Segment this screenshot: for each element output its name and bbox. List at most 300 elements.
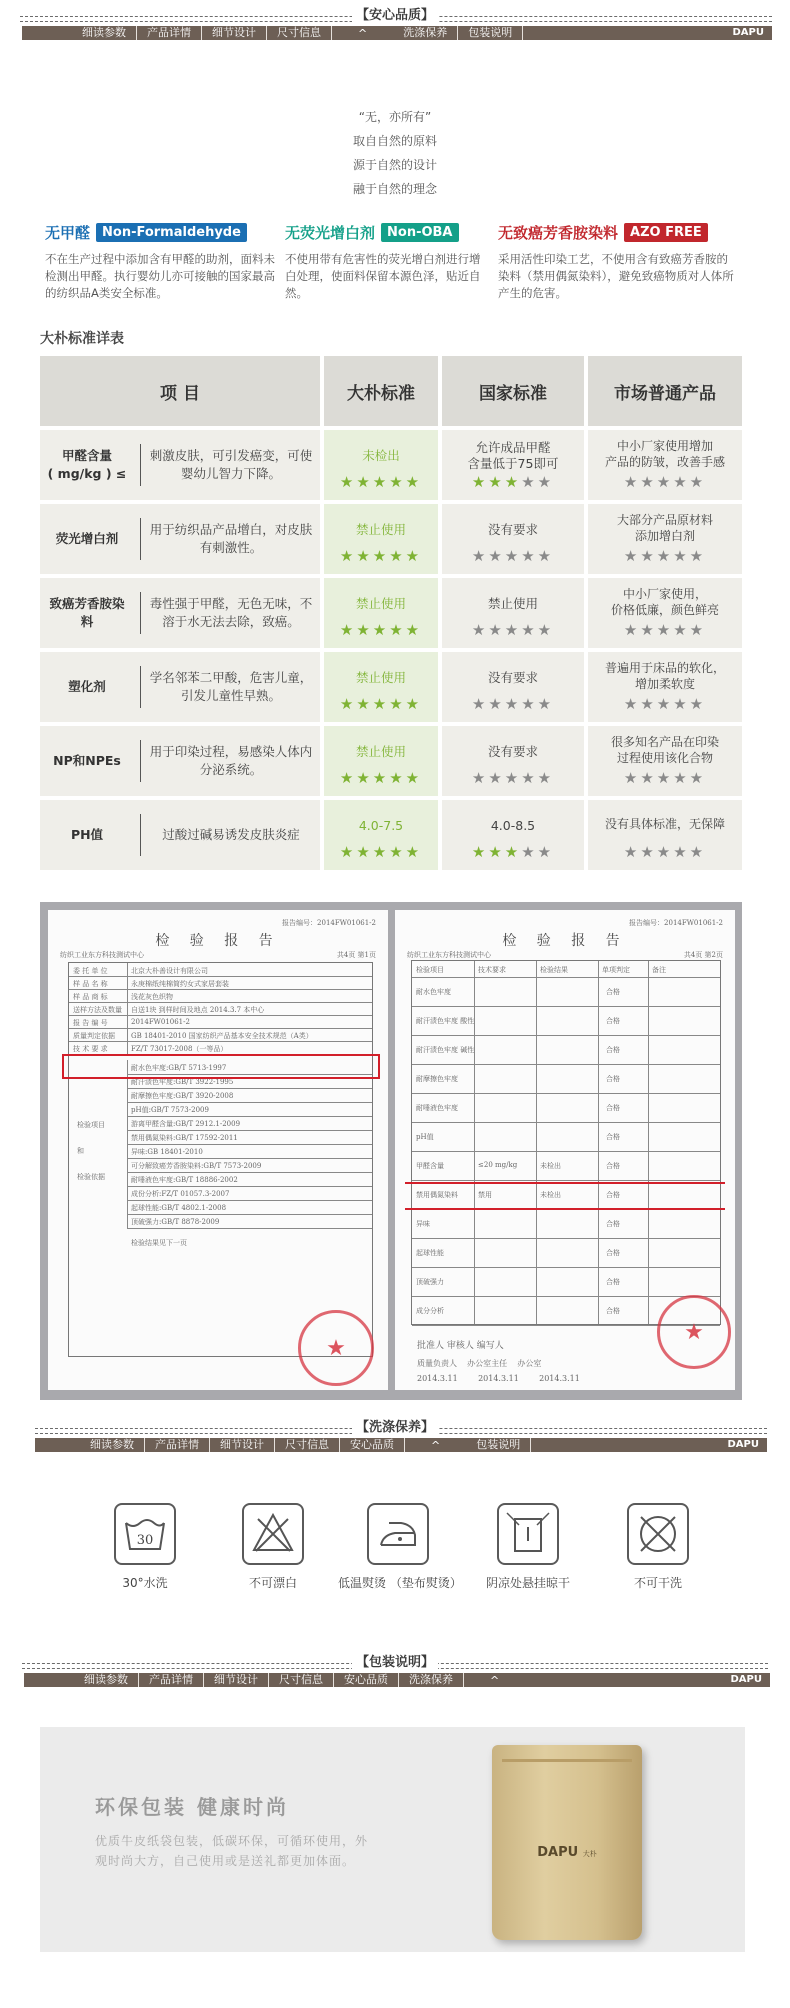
star-empty-icon: ★	[623, 843, 641, 861]
table-header-national: 国家标准	[442, 356, 584, 426]
report-side-label: 和	[77, 1147, 84, 1155]
report-grid-line	[127, 1102, 372, 1103]
official-seal-icon: ★	[298, 1310, 374, 1386]
star-empty-icon: ★	[521, 473, 538, 491]
star-filled-icon: ★	[372, 473, 390, 491]
star-empty-icon: ★	[640, 473, 657, 491]
report-field-value: 浅花灰色织物	[131, 993, 173, 1001]
rating-stars	[324, 844, 438, 860]
report-grid-line	[127, 1200, 372, 1201]
star-filled-icon: ★	[356, 621, 373, 639]
star-empty-icon: ★	[673, 621, 690, 639]
row-desc: 用于纺织品产品增白，对皮肤有刺激性。	[149, 522, 313, 555]
rating-stars	[324, 548, 438, 564]
section-nav	[35, 1438, 767, 1452]
feature-title: 无荧光增白剂	[285, 224, 376, 242]
table-row-dapu	[324, 430, 438, 500]
nav-item-params[interactable]: 细读参数	[72, 26, 137, 40]
rating-stars	[588, 622, 742, 638]
no-dryclean-icon	[627, 1503, 689, 1565]
table-row-market	[588, 800, 742, 870]
feature-badge: Non-Formaldehyde	[96, 223, 247, 242]
row-desc: 毒性强于甲醛，无色无味，不溶于水无法去除，致癌。	[149, 596, 313, 629]
nav-item-design[interactable]: 细节设计	[202, 26, 267, 40]
star-filled-icon: ★	[372, 547, 390, 565]
feature-desc: 不在生产过程中添加含有甲醛的助剂，面料未检测出甲醛。执行婴幼儿亦可接触的国家最高的纺织品A类安全标准。	[45, 252, 275, 300]
feature-non-oba	[285, 222, 485, 302]
table-row-item	[40, 652, 320, 722]
report-field-label: 委 托 单 位	[73, 967, 108, 975]
report-grid-line	[69, 1015, 372, 1016]
rating-stars	[588, 548, 742, 564]
star-filled-icon: ★	[356, 843, 373, 861]
nav-item-wash[interactable]: 洗涤保养	[399, 1673, 464, 1687]
care-label: 30°水洗	[122, 1576, 168, 1590]
report-row-result: 合格	[606, 1133, 620, 1141]
official-seal-icon: ★	[657, 1295, 731, 1369]
feature-desc: 不使用带有危害性的荧光增白剂进行增白处理，使面料保留本源色泽，贴近自然。	[285, 252, 481, 300]
table-row-item	[40, 430, 320, 500]
care-no-dryclean	[598, 1503, 718, 1592]
report-row-label: 成分分析	[416, 1307, 444, 1315]
star-empty-icon: ★	[488, 695, 505, 713]
report-side-label: 检验项目	[77, 1121, 105, 1129]
report-standard: 成份分析:FZ/T 01057.3-2007	[131, 1190, 230, 1198]
report-number: 报告编号：2014FW01061-2	[282, 919, 376, 927]
highlight-quality-basis	[62, 1054, 380, 1079]
feature-desc: 采用活性印染工艺，不使用含有致癌芳香胺的染料（禁用偶氮染料），避免致癌物质对人体所产生的危害。	[498, 252, 734, 300]
nav-item-safety[interactable]: 安心品质	[334, 1673, 399, 1687]
report-row-result: 合格	[606, 1191, 620, 1199]
report-row-label: 耐汗渍色牢度 碱性	[416, 1046, 475, 1054]
report-standard: 耐汗渍色牢度:GB/T 3922-1995	[131, 1078, 234, 1086]
report-row-label: 耐水色牢度	[416, 988, 451, 996]
care-label: 低温熨烫 （垫布熨烫）	[338, 1576, 462, 1590]
table-row-market	[588, 726, 742, 796]
report-field-label: 样 品 名 称	[73, 980, 108, 988]
star-filled-icon: ★	[488, 473, 505, 491]
star-empty-icon: ★	[640, 621, 657, 639]
table-row-market	[588, 504, 742, 574]
star-empty-icon: ★	[504, 621, 522, 639]
table-row-market	[588, 430, 742, 500]
report-field-value: 2014FW01061-2	[131, 1018, 190, 1026]
row-name: 致癌芳香胺染料	[49, 596, 125, 629]
package-title: 环保包装 健康时尚	[95, 1795, 289, 1819]
star-empty-icon: ★	[673, 547, 690, 565]
row-name: NP和NPEs	[53, 753, 121, 768]
table-header-dapu: 大朴标准	[324, 356, 438, 426]
star-filled-icon: ★	[389, 473, 406, 491]
report-grid-line	[69, 1002, 372, 1003]
table-row-national	[442, 578, 584, 648]
report-grid-line	[127, 1228, 372, 1229]
star-empty-icon: ★	[521, 547, 538, 565]
report-row-result: 合格	[606, 1307, 620, 1315]
report-grid-line	[127, 1116, 372, 1117]
chevron-up-icon[interactable]: ^	[358, 26, 368, 40]
star-empty-icon: ★	[537, 769, 555, 787]
report-grid-line	[127, 1214, 372, 1215]
dapu-value: 禁止使用	[355, 596, 406, 611]
highlight-line-top	[405, 1182, 725, 1184]
table-header-item: 项 目	[40, 356, 320, 426]
star-empty-icon: ★	[656, 695, 674, 713]
intro-line-1: 取自自然的原料	[352, 134, 437, 148]
report-standard: 游离甲醛含量:GB/T 2912.1-2009	[131, 1120, 241, 1128]
table-row-item	[40, 726, 320, 796]
star-filled-icon: ★	[488, 843, 505, 861]
table-row-dapu	[324, 800, 438, 870]
chevron-up-icon[interactable]: ^	[490, 1673, 500, 1687]
report-row-result: 合格	[606, 1075, 620, 1083]
rating-stars	[324, 622, 438, 638]
table-title: 大朴标准详表	[40, 331, 124, 347]
star-filled-icon: ★	[504, 473, 522, 491]
table-row-market	[588, 578, 742, 648]
package-banner	[40, 1727, 745, 1952]
nav-item-wash[interactable]: 洗涤保养	[393, 26, 458, 40]
star-filled-icon: ★	[389, 843, 406, 861]
market-value: 很多知名产品在印染 过程使用该化合物	[610, 735, 719, 765]
table-row-national	[442, 726, 584, 796]
table-row-national	[442, 430, 584, 500]
report-side-label: 检验依据	[77, 1173, 105, 1181]
star-empty-icon: ★	[488, 769, 505, 787]
report-field-value: 永庚棉纸纯棉简约女式家居套装	[131, 980, 229, 988]
market-value: 大部分产品原材料 添加增白剂	[616, 513, 713, 543]
iron-icon	[367, 1503, 429, 1565]
dapu-value: 禁止使用	[355, 744, 406, 759]
svg-text:30: 30	[136, 1533, 154, 1548]
report-grid-line	[127, 1172, 372, 1173]
star-filled-icon: ★	[339, 621, 357, 639]
feature-badge: AZO FREE	[624, 223, 708, 242]
report-grid-line	[412, 1064, 720, 1065]
report-grid-line	[412, 1296, 720, 1297]
star-empty-icon: ★	[537, 547, 555, 565]
rating-stars	[442, 844, 584, 860]
report-org: 纺织工业东方科技测试中心	[60, 951, 144, 959]
brand-logo: DAPU	[727, 1439, 759, 1450]
nav-item-details[interactable]: 产品详情	[145, 1438, 210, 1452]
star-empty-icon: ★	[623, 621, 641, 639]
star-filled-icon: ★	[372, 621, 390, 639]
report-signers: 批准人 审核人 编写人	[417, 1341, 504, 1351]
star-filled-icon: ★	[389, 621, 406, 639]
dapu-value: 未检出	[362, 448, 400, 463]
report-info-grid	[68, 962, 373, 1357]
table-row-dapu	[324, 578, 438, 648]
rating-stars	[588, 696, 742, 712]
report-grid-line	[648, 961, 649, 1324]
star-empty-icon: ★	[471, 695, 489, 713]
no-bleach-icon	[242, 1503, 304, 1565]
line-dry-shade-icon	[497, 1503, 559, 1565]
star-filled-icon: ★	[339, 473, 357, 491]
brand-logo: DAPU	[730, 1674, 762, 1685]
row-divider	[140, 592, 141, 634]
report-row-label: 禁用偶氮染料	[416, 1191, 458, 1199]
star-empty-icon: ★	[521, 769, 538, 787]
report-col-header: 技术要求	[478, 966, 506, 974]
star-empty-icon: ★	[471, 769, 489, 787]
report-grid-line	[69, 1028, 372, 1029]
section-header-package	[0, 1655, 790, 1691]
bag-logo: DAPU 大朴	[537, 1845, 597, 1860]
star-empty-icon: ★	[521, 621, 538, 639]
report-grid-line	[127, 1144, 372, 1145]
star-empty-icon: ★	[537, 621, 555, 639]
row-name: 塑化剂	[68, 679, 106, 694]
report-grid-line	[412, 1151, 720, 1152]
report-row-label: pH值	[416, 1133, 434, 1141]
report-col-header: 检验结果	[540, 966, 568, 974]
intro-line-3: 融于自然的理念	[352, 182, 437, 196]
star-empty-icon: ★	[623, 769, 641, 787]
report-standard: pH值:GB/T 7573-2009	[131, 1106, 209, 1114]
report-field-value: 自送1块 到样时间及地点 2014.3.7 本中心	[131, 1006, 265, 1014]
report-row-result: 合格	[606, 1017, 620, 1025]
star-empty-icon: ★	[623, 695, 641, 713]
report-standard: 起球性能:GB/T 4802.1-2008	[131, 1204, 227, 1212]
report-standard: 耐水色牢度:GB/T 5713-1997	[131, 1064, 227, 1072]
nav-item-size[interactable]: 尺寸信息	[269, 1673, 334, 1687]
report-grid-line	[412, 1035, 720, 1036]
row-desc: 刺激皮肤，可引发癌变，可使婴幼儿智力下降。	[149, 448, 313, 481]
star-empty-icon: ★	[689, 769, 707, 787]
dapu-value: 禁止使用	[355, 670, 406, 685]
care-no-bleach	[213, 1503, 333, 1592]
report-row-result: 合格	[606, 1046, 620, 1054]
row-divider	[140, 444, 141, 486]
report-formaldehyde-result: 未检出	[540, 1162, 561, 1170]
table-row-dapu	[324, 652, 438, 722]
star-filled-icon: ★	[356, 769, 373, 787]
nav-item-size[interactable]: 尺寸信息	[275, 1438, 340, 1452]
report-page-2	[395, 910, 735, 1390]
nav-item-design[interactable]: 细节设计	[210, 1438, 275, 1452]
section-title: 【洗涤保养】	[352, 1420, 438, 1435]
rating-stars	[588, 474, 742, 490]
care-line-dry-shade	[468, 1503, 588, 1592]
star-empty-icon: ★	[504, 769, 522, 787]
star-empty-icon: ★	[471, 621, 489, 639]
report-grid-line	[127, 1060, 128, 1228]
star-filled-icon: ★	[339, 695, 357, 713]
report-page: 共4页 第2页	[683, 951, 723, 959]
report-grid-line	[127, 1186, 372, 1187]
table-row-dapu	[324, 726, 438, 796]
nav-item-safety[interactable]: 安心品质	[340, 1438, 405, 1452]
row-desc: 用于印染过程，易感染人体内分泌系统。	[149, 744, 313, 777]
nav-item-package[interactable]: 包装说明	[466, 1438, 531, 1452]
table-header-market: 市场普通产品	[588, 356, 742, 426]
nav-item-size[interactable]: 尺寸信息	[267, 26, 332, 40]
report-field-value: 北京大朴善设计有限公司	[131, 967, 208, 975]
national-value: 允许成品甲醛 含量低于75即可	[467, 440, 559, 471]
star-empty-icon: ★	[504, 547, 522, 565]
star-filled-icon: ★	[471, 843, 489, 861]
report-standard: 禁用偶氮染料:GB/T 17592-2011	[131, 1134, 238, 1142]
standards-table	[40, 356, 742, 872]
star-empty-icon: ★	[673, 843, 690, 861]
star-empty-icon: ★	[488, 621, 505, 639]
national-value: 4.0-8.5	[490, 818, 536, 833]
row-divider	[140, 740, 141, 782]
report-grid-line	[69, 976, 372, 977]
report-standard: 耐摩擦色牢度:GB/T 3920-2008	[131, 1092, 234, 1100]
chevron-up-icon[interactable]: ^	[431, 1438, 441, 1452]
report-field-label: 技 术 要 求	[73, 1045, 108, 1053]
market-value: 中小厂家使用增加 产品的防皱，改善手感	[604, 439, 725, 469]
table-row-market	[588, 652, 742, 722]
star-filled-icon: ★	[372, 695, 390, 713]
nav-item-design[interactable]: 细节设计	[204, 1673, 269, 1687]
report-row-label: 甲醛含量	[416, 1162, 444, 1170]
star-empty-icon: ★	[656, 621, 674, 639]
report-azo-result: 未检出	[540, 1191, 561, 1199]
nav-item-params[interactable]: 细读参数	[74, 1673, 139, 1687]
star-empty-icon: ★	[656, 769, 674, 787]
report-grid-line	[127, 1158, 372, 1159]
intro-line-2: 源于自然的设计	[352, 158, 437, 172]
table-row-item	[40, 578, 320, 648]
star-filled-icon: ★	[356, 695, 373, 713]
report-grid-line	[412, 1006, 720, 1007]
star-empty-icon: ★	[673, 769, 690, 787]
star-empty-icon: ★	[689, 473, 707, 491]
highlight-line-bottom	[405, 1208, 725, 1210]
table-row-item	[40, 800, 320, 870]
wash-30-icon	[114, 1503, 176, 1565]
report-row-result: 合格	[606, 1278, 620, 1286]
care-wash-30	[85, 1503, 205, 1592]
brand-logo: DAPU	[732, 27, 764, 38]
star-empty-icon: ★	[537, 695, 555, 713]
care-label: 不可干洗	[633, 1576, 682, 1590]
rating-stars	[442, 548, 584, 564]
star-filled-icon: ★	[372, 769, 390, 787]
star-empty-icon: ★	[689, 547, 707, 565]
report-grid-line	[412, 1267, 720, 1268]
star-filled-icon: ★	[339, 769, 357, 787]
star-filled-icon: ★	[389, 769, 406, 787]
report-grid-line	[412, 977, 720, 978]
star-empty-icon: ★	[623, 473, 641, 491]
report-grid-line	[412, 1122, 720, 1123]
star-empty-icon: ★	[673, 695, 690, 713]
feature-badge: Non-OBA	[381, 223, 458, 242]
nav-item-details[interactable]: 产品详情	[137, 26, 202, 40]
report-grid-line	[412, 1238, 720, 1239]
nav-item-params[interactable]: 细读参数	[80, 1438, 145, 1452]
row-desc: 过酸过碱易诱发皮肤炎症	[162, 827, 300, 842]
rating-stars	[442, 696, 584, 712]
report-standard: 异味:GB 18401-2010	[131, 1148, 203, 1156]
star-filled-icon: ★	[405, 621, 423, 639]
report-row-result: 合格	[606, 1162, 620, 1170]
star-filled-icon: ★	[356, 473, 373, 491]
star-empty-icon: ★	[656, 473, 674, 491]
star-filled-icon: ★	[504, 843, 522, 861]
star-filled-icon: ★	[356, 547, 373, 565]
rating-stars	[324, 770, 438, 786]
report-dates: 2014.3.11 2014.3.11 2014.3.11	[417, 1374, 580, 1383]
report-standard: 耐唾液色牢度:GB/T 18886-2002	[131, 1176, 238, 1184]
section-title: 【安心品质】	[352, 8, 438, 23]
report-field-label: 质量判定依据	[73, 1032, 115, 1040]
dapu-value: 4.0-7.5	[358, 818, 404, 833]
report-field-value: FZ/T 73017-2008（一等品）	[131, 1045, 228, 1053]
rating-stars	[588, 770, 742, 786]
report-footer: 检验结果见下一页	[131, 1239, 187, 1247]
report-col-header: 单项判定	[602, 966, 630, 974]
report-grid-line	[412, 1180, 720, 1181]
national-value: 没有要求	[487, 744, 538, 759]
star-filled-icon: ★	[405, 769, 423, 787]
star-empty-icon: ★	[640, 769, 657, 787]
star-empty-icon: ★	[656, 547, 674, 565]
report-field-label: 样 品 商 标	[73, 993, 108, 1001]
nav-item-details[interactable]: 产品详情	[139, 1673, 204, 1687]
report-col-header: 备注	[652, 966, 666, 974]
national-value: 没有要求	[487, 522, 538, 537]
nav-item-package[interactable]: 包装说明	[458, 26, 523, 40]
star-filled-icon: ★	[339, 547, 357, 565]
dapu-value: 禁止使用	[355, 522, 406, 537]
market-value: 中小厂家使用， 价格低廉，颜色鲜亮	[610, 587, 719, 617]
feature-azo-free	[498, 222, 738, 302]
rating-stars	[442, 622, 584, 638]
report-field-label: 送样方法及数量	[73, 1006, 122, 1014]
national-value: 禁止使用	[487, 596, 538, 611]
report-row-label: 起球性能	[416, 1249, 444, 1257]
star-filled-icon: ★	[471, 473, 489, 491]
row-divider	[140, 518, 141, 560]
report-grid-line	[412, 1093, 720, 1094]
rating-stars	[588, 844, 742, 860]
feature-non-formaldehyde	[45, 222, 275, 302]
report-results-grid	[411, 960, 721, 1325]
report-formaldehyde-req: ≤20 mg/kg	[478, 1161, 518, 1169]
report-row-label: 异味	[416, 1220, 430, 1228]
report-grid-line	[69, 1041, 372, 1042]
intro-quote: “无，亦所有”	[358, 110, 432, 124]
report-title: 检 验 报 告	[502, 933, 628, 949]
star-empty-icon: ★	[640, 547, 657, 565]
star-filled-icon: ★	[405, 473, 423, 491]
section-header-wash	[0, 1420, 790, 1456]
report-col-header: 检验项目	[416, 966, 444, 974]
report-org: 纺织工业东方科技测试中心	[407, 951, 491, 959]
care-low-iron	[338, 1503, 462, 1592]
rating-stars	[442, 770, 584, 786]
section-header-safety	[0, 8, 790, 44]
report-title: 检 验 报 告	[155, 933, 281, 949]
report-row-result: 合格	[606, 1104, 620, 1112]
national-value: 没有要求	[487, 670, 538, 685]
star-empty-icon: ★	[504, 695, 522, 713]
star-empty-icon: ★	[689, 621, 707, 639]
table-row-dapu	[324, 504, 438, 574]
rating-stars	[324, 696, 438, 712]
star-filled-icon: ★	[405, 843, 423, 861]
star-empty-icon: ★	[521, 843, 538, 861]
star-filled-icon: ★	[372, 843, 390, 861]
report-row-label: 耐汗渍色牢度 酸性	[416, 1017, 475, 1025]
row-divider	[140, 666, 141, 708]
